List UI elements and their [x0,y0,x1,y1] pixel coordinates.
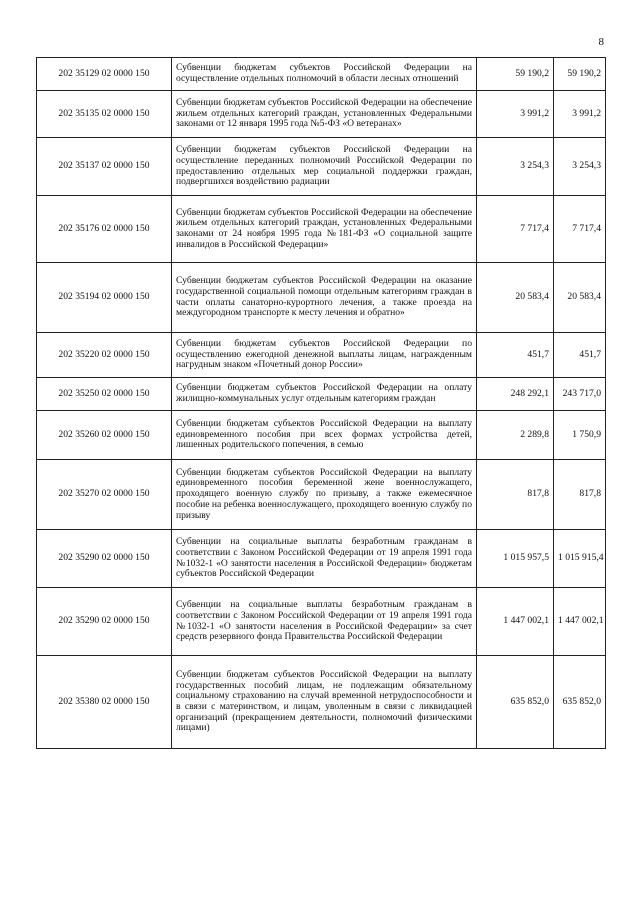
planned-amount-cell: 7 717,4 [477,196,554,263]
planned-amount-cell: 20 583,4 [477,263,554,333]
subvention-name-cell: Субвенции бюджетам субъектов Российской Федерации на выплату единовременного пособия беременной жене военнослужащего, проходящего военную службу по призыву, а также ежемесячное пособие на ребенка военнослужащего, проходящего военную службу по призыву [172,460,477,530]
subvention-name-cell: Субвенции на социальные выплаты безработным гражданам в соответствии с Законом Российской Федерации от 19 апреля 1991 года №1032-1 «О занятости населения в Российской Федерации» бюджетам субъектов Российской Федерации [172,530,477,588]
actual-amount-cell: 635 852,0 [554,656,606,749]
planned-amount-cell: 817,8 [477,460,554,530]
budget-code-cell: 202 35290 02 0000 150 [37,588,172,656]
actual-amount-cell: 3 254,3 [554,138,606,196]
planned-amount-cell: 635 852,0 [477,656,554,749]
actual-amount-cell: 243 717,0 [554,378,606,411]
table-row [37,58,606,91]
subvention-name-cell: Субвенции бюджетам субъектов Российской Федерации на выплату государственных пособий лицам, не подлежащим обязательному социальному страхованию на случай временной нетрудоспособности и в связи с материнством, и лицам, уволенным в связи с ликвидацией организаций (прекращением деятельности, полномочий физическими лицами) [172,656,477,749]
table-row [37,656,606,749]
table-row [37,530,606,588]
table-row [37,333,606,378]
budget-code-cell: 202 35290 02 0000 150 [37,530,172,588]
planned-amount-cell: 451,7 [477,333,554,378]
subvention-name-cell: Субвенции на социальные выплаты безработным гражданам в соответствии с Законом Российской Федерации от 19 апреля 1991 года №1032-1 «О занятости населения в Российской Федерации» за счет средств резервного фонда Правительства Российской Федерации [172,588,477,656]
planned-amount-cell: 1 015 957,5 [477,530,554,588]
planned-amount-cell: 3 991,2 [477,91,554,138]
subvention-name-cell: Субвенции бюджетам субъектов Российской Федерации по осуществлению ежегодной денежной выплаты лицам, награжденным нагрудным знаком «Почетный донор России» [172,333,477,378]
planned-amount-cell: 59 190,2 [477,58,554,91]
table-row [37,588,606,656]
subvention-name-cell: Субвенции бюджетам субъектов Российской Федерации на оплату жилищно-коммунальных услуг отдельным категориям граждан [172,378,477,411]
actual-amount-cell: 1 447 002,1 [554,588,606,656]
budget-code-cell: 202 35220 02 0000 150 [37,333,172,378]
subvention-name-cell: Субвенции бюджетам субъектов Российской Федерации на выплату единовременного пособия при всех формах устройства детей, лишенных родительского попечения, в семью [172,411,477,460]
budget-code-cell: 202 35135 02 0000 150 [37,91,172,138]
actual-amount-cell: 1 015 915,4 [554,530,606,588]
table-row [37,378,606,411]
budget-code-cell: 202 35176 02 0000 150 [37,196,172,263]
budget-code-cell: 202 35137 02 0000 150 [37,138,172,196]
subvention-table [36,57,606,749]
actual-amount-cell: 817,8 [554,460,606,530]
table-row [37,263,606,333]
subvention-name-cell: Субвенции бюджетам субъектов Российской Федерации на осуществление отдельных полномочий в области лесных отношений [172,58,477,91]
table-row [37,138,606,196]
subvention-name-cell: Субвенции бюджетам субъектов Российской Федерации на оказание государственной социальной помощи отдельным категориям граждан в части оплаты санаторно-курортного лечения, а также проезда на междугородном транспорте к месту лечения и обратно» [172,263,477,333]
table-row [37,91,606,138]
budget-code-cell: 202 35129 02 0000 150 [37,58,172,91]
budget-code-cell: 202 35260 02 0000 150 [37,411,172,460]
actual-amount-cell: 7 717,4 [554,196,606,263]
actual-amount-cell: 1 750,9 [554,411,606,460]
planned-amount-cell: 3 254,3 [477,138,554,196]
page-number: 8 [598,36,604,48]
actual-amount-cell: 451,7 [554,333,606,378]
budget-code-cell: 202 35194 02 0000 150 [37,263,172,333]
subvention-name-cell: Субвенции бюджетам субъектов Российской Федерации на обеспечение жильем отдельных категорий граждан, установленных Федеральными законами от 24 ноября 1995 года №181-ФЗ «О социальной защите инвалидов в Российской Федерации» [172,196,477,263]
planned-amount-cell: 1 447 002,1 [477,588,554,656]
table-row [37,411,606,460]
actual-amount-cell: 59 190,2 [554,58,606,91]
planned-amount-cell: 2 289,8 [477,411,554,460]
actual-amount-cell: 3 991,2 [554,91,606,138]
subvention-name-cell: Субвенции бюджетам субъектов Российской Федерации на осуществление переданных полномочий Российской Федерации по предоставлению отдельных мер социальной поддержки граждан, подвергшихся воздействию радиации [172,138,477,196]
actual-amount-cell: 20 583,4 [554,263,606,333]
subvention-name-cell: Субвенции бюджетам субъектов Российской Федерации на обеспечение жильем отдельных категорий граждан, установленных Федеральными законами от 12 января 1995 года №5-ФЗ «О ветеранах» [172,91,477,138]
budget-code-cell: 202 35380 02 0000 150 [37,656,172,749]
budget-code-cell: 202 35250 02 0000 150 [37,378,172,411]
budget-code-cell: 202 35270 02 0000 150 [37,460,172,530]
planned-amount-cell: 248 292,1 [477,378,554,411]
table-row [37,460,606,530]
table-row [37,196,606,263]
